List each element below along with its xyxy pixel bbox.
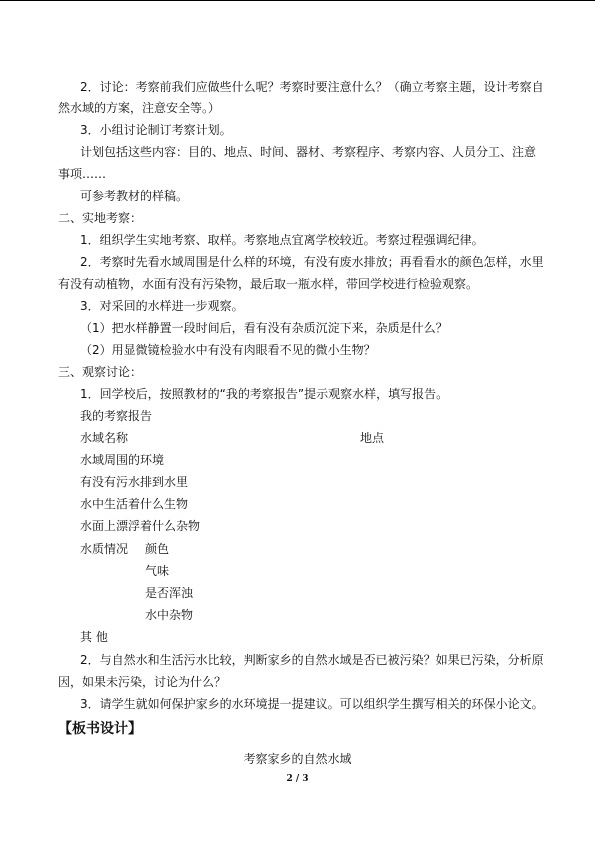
text-line: 然水域的方案，注意安全等。） (58, 101, 221, 115)
board-design-heading: 【板书设计】 (58, 721, 142, 737)
text-line: 3．小组讨论制订考察计划。 (80, 123, 232, 137)
text-line: 2．考察时先看水域周围是什么样的环境，有没有废水排放；再看看水的颜色怎样，水里 (80, 255, 544, 269)
report-field-environment: 水域周围的环境 (80, 453, 165, 467)
text-line: 2．讨论：考察前我们应做些什么呢？考察时要注意什么？（确立考察主题，设计考察自 (80, 80, 544, 94)
report-subfield-odor: 气味 (145, 564, 170, 578)
section-title: 三、观察讨论： (58, 365, 143, 379)
report-subfield-color: 颜色 (145, 542, 170, 556)
top-border-line (0, 0, 595, 1)
text-line: 有没有动植物，水面有没有污染物，最后取一瓶水样，带回学校进行检验观察。 (58, 277, 479, 291)
text-line: 1．组织学生实地考察、取样。考察地点宜离学校较近。考察过程强调纪律。 (80, 233, 484, 247)
text-line: （2）用显微镜检验水中有没有肉眼看不见的微小生物？ (80, 343, 376, 357)
page-number: 2 / 3 (286, 774, 309, 784)
text-line: 可参考教材的样稿。 (80, 189, 189, 203)
report-field-water-name: 水域名称 (80, 431, 129, 445)
report-field-water-quality: 水质情况 (80, 542, 129, 556)
report-field-debris: 水面上漂浮着什么杂物 (80, 519, 201, 533)
report-field-sewage: 有没有污水排到水里 (80, 475, 189, 489)
report-field-organisms: 水中生活着什么生物 (80, 497, 189, 511)
report-field-location: 地点 (360, 431, 385, 445)
report-field-other: 其 他 (80, 630, 108, 644)
text-line: 事项…… (58, 167, 107, 181)
text-line: 2．与自然水和生活污水比较，判断家乡的自然水域是否已被污染？如果已污染，分析原 (80, 653, 544, 667)
text-line: 3．请学生就如何保护家乡的水环境提一提建议。可以组织学生撰写相关的环保小论文。 (80, 697, 544, 711)
text-line: 1．回学校后，按照教材的“我的考察报告”提示观察水样，填写报告。 (80, 387, 449, 401)
text-line: （1）把水样静置一段时间后，看有没有杂质沉淀下来，杂质是什么？ (80, 321, 448, 335)
text-line: 计划包括这些内容：目的、地点、时间、器材、考察程序、考察内容、人员分工、注意 (80, 145, 537, 159)
board-title: 考察家乡的自然水域 (243, 752, 352, 766)
report-subfield-impurities: 水中杂物 (145, 608, 194, 622)
report-subfield-turbidity: 是否浑浊 (145, 586, 194, 600)
section-title: 二、实地考察： (58, 211, 143, 225)
report-title: 我的考察报告 (80, 409, 153, 423)
text-line: 因，如果未污染，讨论为什么？ (58, 675, 227, 689)
text-line: 3．对采回的水样进一步观察。 (80, 299, 244, 313)
